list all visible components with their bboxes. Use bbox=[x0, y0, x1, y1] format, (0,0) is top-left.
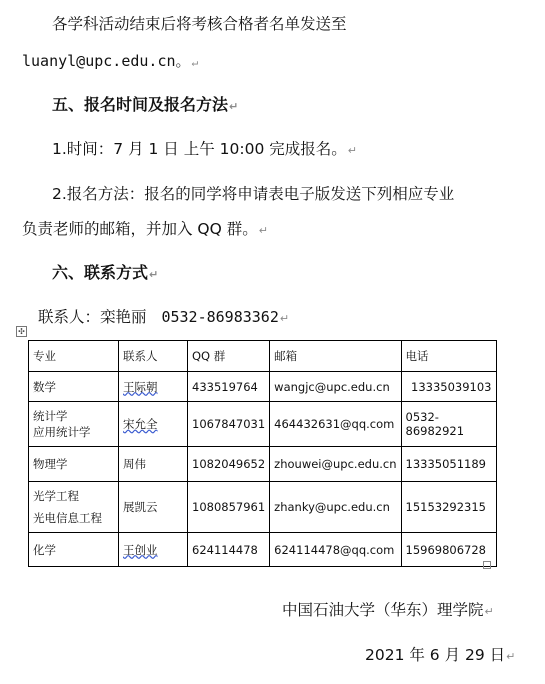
table-row bbox=[29, 402, 497, 447]
person-cell bbox=[119, 447, 188, 482]
person-cell bbox=[119, 372, 188, 402]
qq-cell: 624114478 bbox=[188, 533, 270, 567]
section5-title bbox=[52, 92, 238, 115]
major-cell bbox=[29, 533, 119, 567]
table-header-cell: 电话 bbox=[401, 341, 496, 372]
major-text: 物理学 bbox=[33, 457, 68, 471]
section5-item1-text: 1.时间：7 月 1 日 上午 10:00 完成报名。 bbox=[52, 140, 347, 158]
email-cell: zhouwei@upc.edu.cn bbox=[270, 447, 401, 482]
signature-date bbox=[365, 643, 515, 665]
paragraph-mark-icon: ↵ bbox=[258, 224, 268, 237]
email-cell: 624114478@qq.com bbox=[270, 533, 401, 567]
paragraph-mark-icon: ↵ bbox=[149, 268, 159, 281]
table-header-cell: 联系人 bbox=[119, 341, 188, 372]
email-cell: 464432631@qq.com bbox=[270, 402, 401, 447]
section5-item1 bbox=[52, 137, 357, 159]
major-text: 化学 bbox=[33, 542, 56, 557]
major-cell bbox=[29, 402, 119, 447]
table-header-row bbox=[29, 341, 497, 372]
section5-item2-line1 bbox=[52, 182, 454, 204]
person-text: 王创业 bbox=[123, 542, 158, 557]
table-header-cell: QQ 群 bbox=[188, 341, 270, 372]
person-cell bbox=[119, 533, 188, 567]
table-header-cell: 邮箱 bbox=[270, 341, 401, 372]
major-text: 应用统计学 bbox=[33, 425, 91, 439]
paragraph-mark-icon: ↵ bbox=[191, 56, 199, 69]
paragraph-mark-icon: ↵ bbox=[279, 312, 290, 325]
person-text: 展凯云 bbox=[123, 500, 158, 514]
contact-line bbox=[38, 305, 289, 327]
section5-title-text: 五、报名时间及报名方法 bbox=[52, 95, 229, 114]
person-cell bbox=[119, 402, 188, 447]
contact-person: 联系人：栾艳丽 bbox=[38, 308, 147, 326]
table-resize-handle[interactable] bbox=[483, 561, 491, 569]
person-text: 王际朝 bbox=[123, 379, 158, 394]
section6-title-text: 六、联系方式 bbox=[52, 263, 149, 282]
major-cell bbox=[29, 447, 119, 482]
table-row bbox=[29, 533, 497, 567]
paragraph-mark-icon: ↵ bbox=[484, 605, 494, 618]
table-header-cell: 专业 bbox=[29, 341, 119, 372]
intro-line bbox=[52, 12, 347, 34]
phone-cell: 13335039103 bbox=[401, 372, 496, 402]
intro-end: 。 bbox=[175, 52, 191, 70]
phone-cell: 13335051189 bbox=[401, 447, 496, 482]
qq-cell: 433519764 bbox=[188, 372, 270, 402]
signature-org-text: 中国石油大学（华东）理学院 bbox=[282, 601, 484, 619]
table-row bbox=[29, 447, 497, 482]
section5-item2-line2 bbox=[22, 217, 268, 239]
table-move-handle-icon[interactable]: ✣ bbox=[16, 326, 27, 337]
major-text: 统计学 bbox=[33, 409, 68, 423]
paragraph-mark-icon: ↵ bbox=[347, 144, 357, 157]
qq-cell: 1067847031 bbox=[188, 402, 270, 447]
person-text: 周伟 bbox=[123, 457, 146, 471]
phone-cell: 0532-86982921 bbox=[401, 402, 496, 447]
contacts-table bbox=[28, 340, 497, 567]
table-row bbox=[29, 372, 497, 402]
intro-email-line bbox=[22, 50, 198, 71]
paragraph-mark-icon: ↵ bbox=[506, 650, 516, 663]
major-cell bbox=[29, 372, 119, 402]
major-cell bbox=[29, 482, 119, 533]
email-cell: zhanky@upc.edu.cn bbox=[270, 482, 401, 533]
email-cell: wangjc@upc.edu.cn bbox=[270, 372, 401, 402]
contact-phone: 0532-86983362 bbox=[161, 308, 279, 326]
paragraph-mark-icon: ↵ bbox=[229, 100, 239, 113]
major-text: 光学工程 bbox=[33, 489, 79, 503]
section6-title bbox=[52, 260, 158, 283]
major-text: 数学 bbox=[33, 379, 56, 394]
major-text: 光电信息工程 bbox=[33, 511, 102, 525]
signature-date-text: 2021 年 6 月 29 日 bbox=[365, 646, 506, 664]
intro-text: 各学科活动结束后将考核合格者名单发送至 bbox=[52, 15, 347, 33]
qq-cell: 1082049652 bbox=[188, 447, 270, 482]
qq-cell: 1080857961 bbox=[188, 482, 270, 533]
section5-item2a-text: 2.报名方法：报名的同学将申请表电子版发送下列相应专业 bbox=[52, 185, 455, 203]
section5-item2b-text: 负责老师的邮箱，并加入 QQ 群。 bbox=[22, 220, 258, 238]
table-row bbox=[29, 482, 497, 533]
phone-cell: 15153292315 bbox=[401, 482, 496, 533]
person-cell bbox=[119, 482, 188, 533]
person-text: 宋允全 bbox=[123, 417, 158, 431]
intro-email: luanyl@upc.edu.cn bbox=[22, 52, 176, 70]
signature-org bbox=[282, 598, 494, 620]
phone-cell: 15969806728 bbox=[401, 533, 496, 567]
